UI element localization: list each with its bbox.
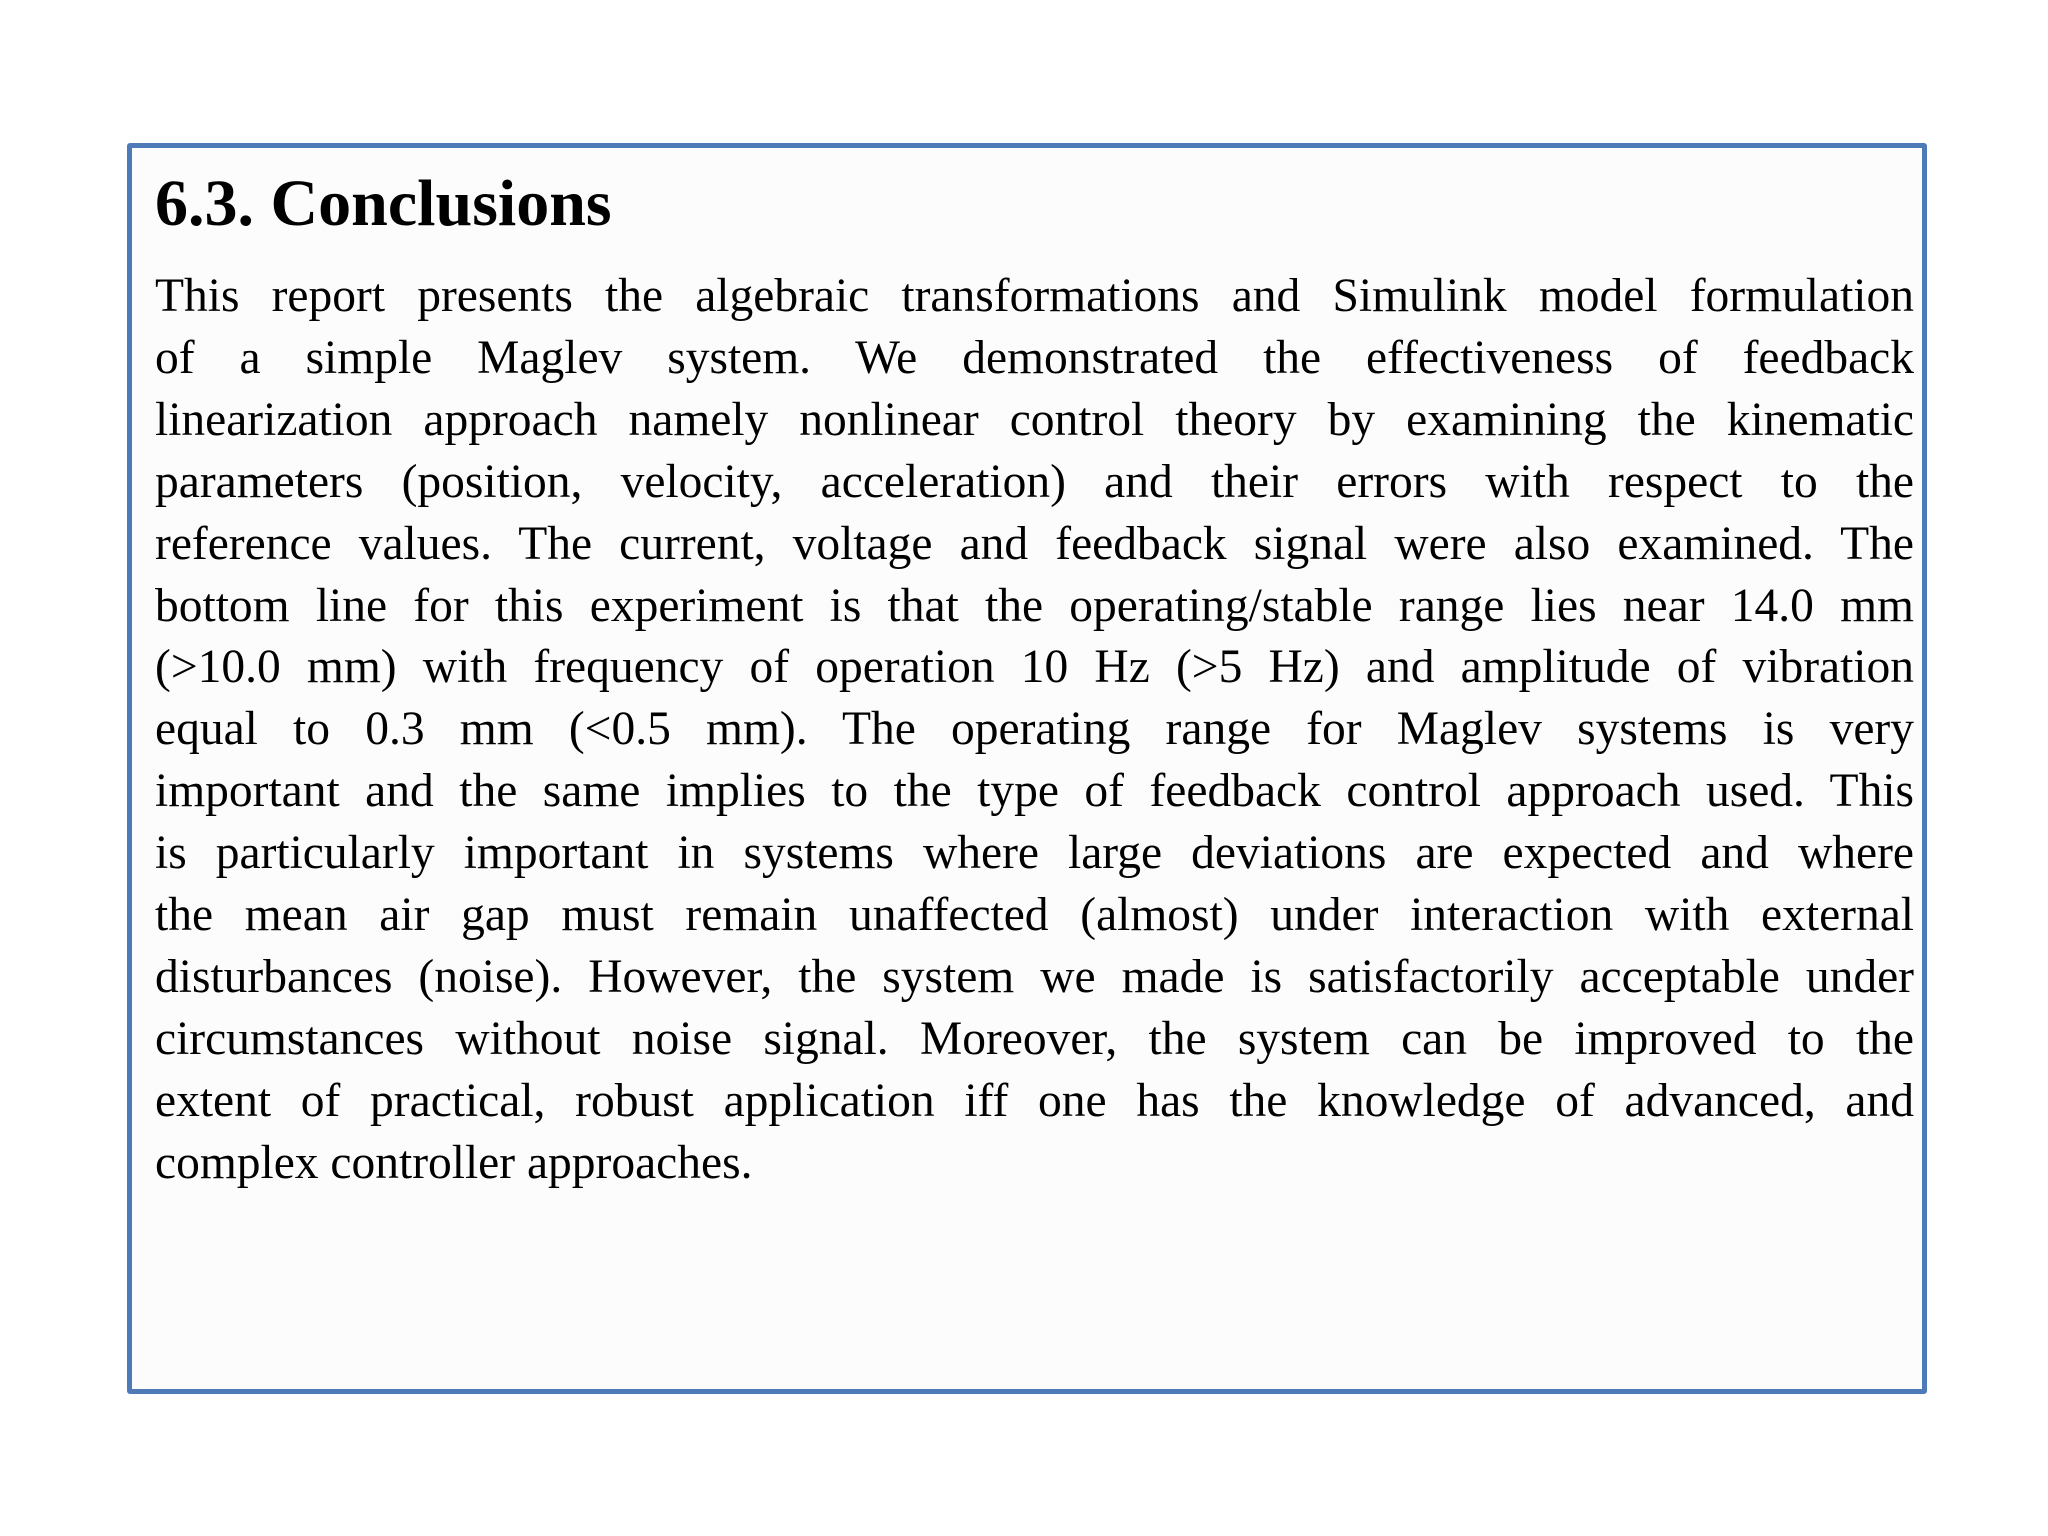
paragraph-line: disturbances (noise). However, the system we made is satisfactorily acceptable under	[155, 950, 1914, 1003]
section-heading: 6.3. Conclusions	[155, 167, 612, 240]
paragraph-line: This report presents the algebraic transformations and Simulink model formulation	[155, 270, 1914, 322]
paragraph-line: equal to 0.3 mm (<0.5 mm). The operating range for Maglev systems is very	[155, 703, 1914, 756]
paragraph-line: (>10.0 mm) with frequency of operation 10 Hz (>5 Hz) and amplitude of vibration	[155, 641, 1914, 694]
paragraph-line: important and the same implies to the type of feedback control approach used. This	[155, 765, 1914, 818]
conclusions-paragraph	[155, 266, 1914, 1195]
paragraph-line: bottom line for this experiment is that the operating/stable range lies near 14.0 mm	[155, 579, 1914, 632]
paragraph-line: complex controller approaches.	[155, 1136, 753, 1189]
paragraph-line: circumstances without noise signal. Moreover, the system can be improved to the	[155, 1012, 1914, 1065]
paragraph-line: extent of practical, robust application iff one has the knowledge of advanced, and	[155, 1074, 1914, 1127]
paragraph-line: of a simple Maglev system. We demonstrated the effectiveness of feedback	[155, 331, 1914, 384]
conclusions-panel	[127, 143, 1927, 1394]
paragraph-line: is particularly important in systems where large deviations are expected and where	[155, 827, 1914, 880]
paragraph-line: parameters (position, velocity, acceleration) and their errors with respect to the	[155, 455, 1914, 508]
paragraph-line: reference values. The current, voltage and feedback signal were also examined. The	[155, 517, 1914, 570]
paragraph-line: the mean air gap must remain unaffected (almost) under interaction with external	[155, 889, 1914, 942]
paragraph-line: linearization approach namely nonlinear control theory by examining the kinematic	[155, 393, 1914, 446]
